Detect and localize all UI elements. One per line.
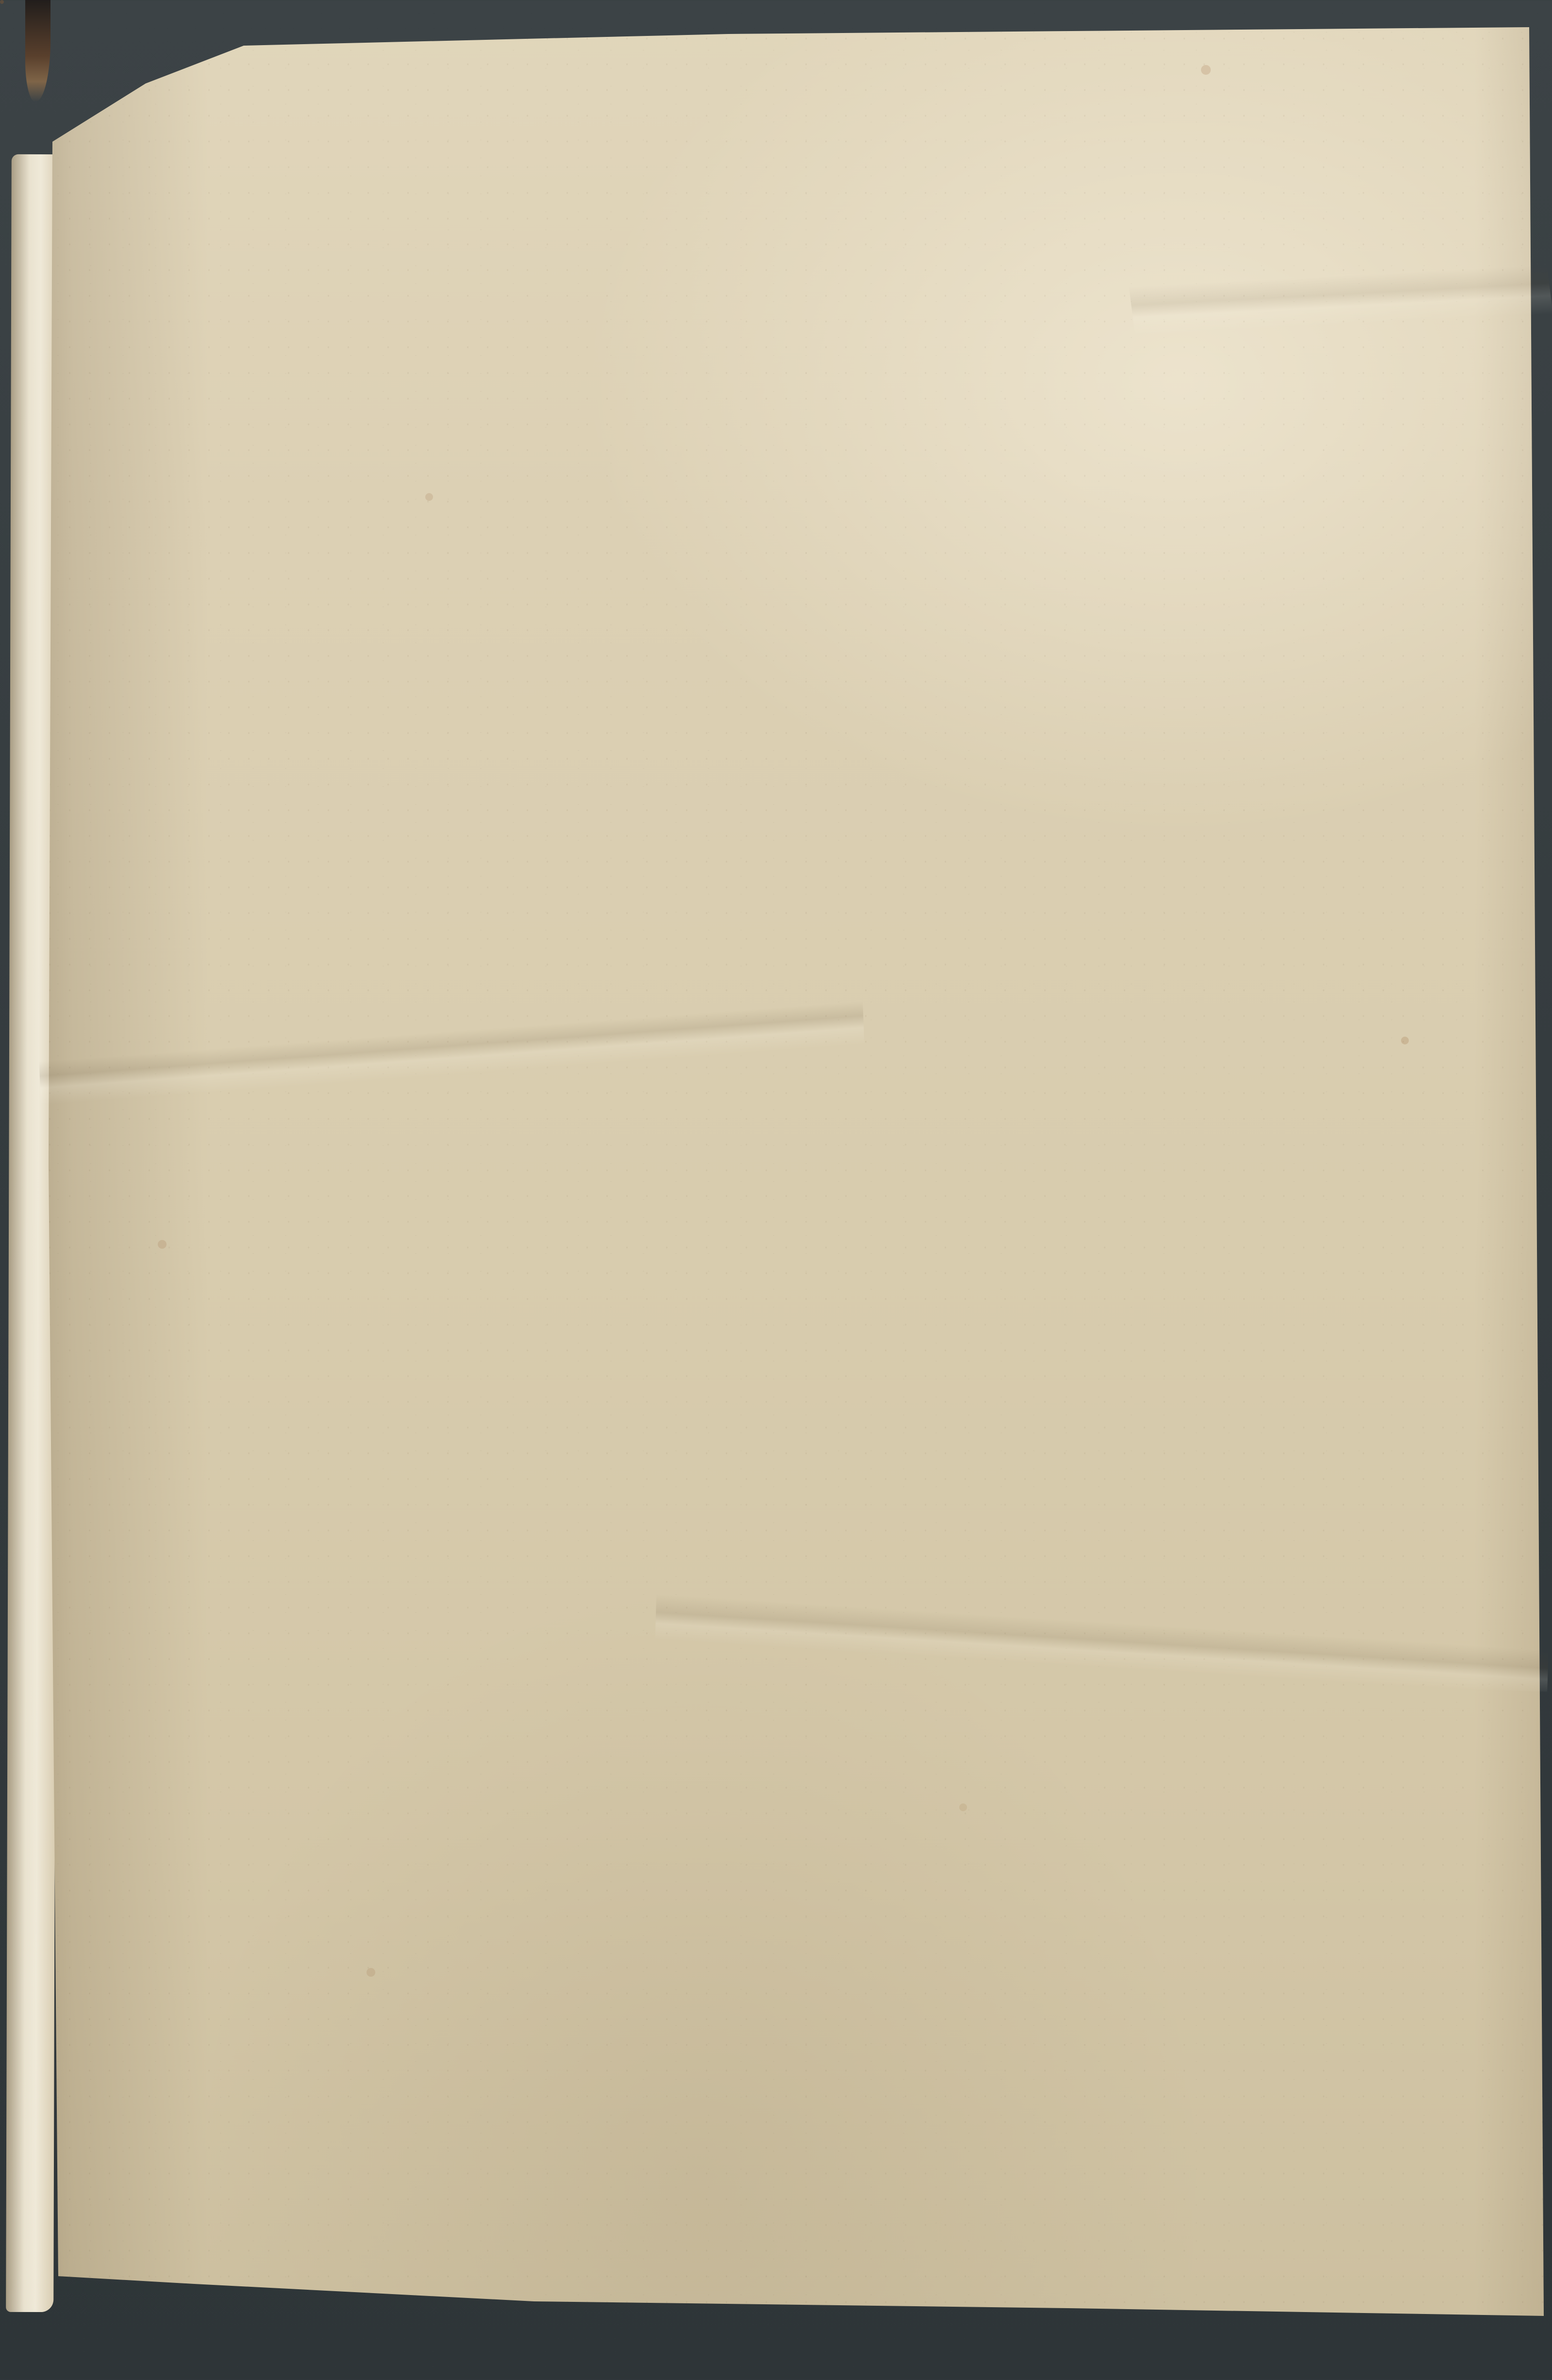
page-curl	[25, 0, 50, 102]
foxing-spots	[0, 0, 4, 4]
